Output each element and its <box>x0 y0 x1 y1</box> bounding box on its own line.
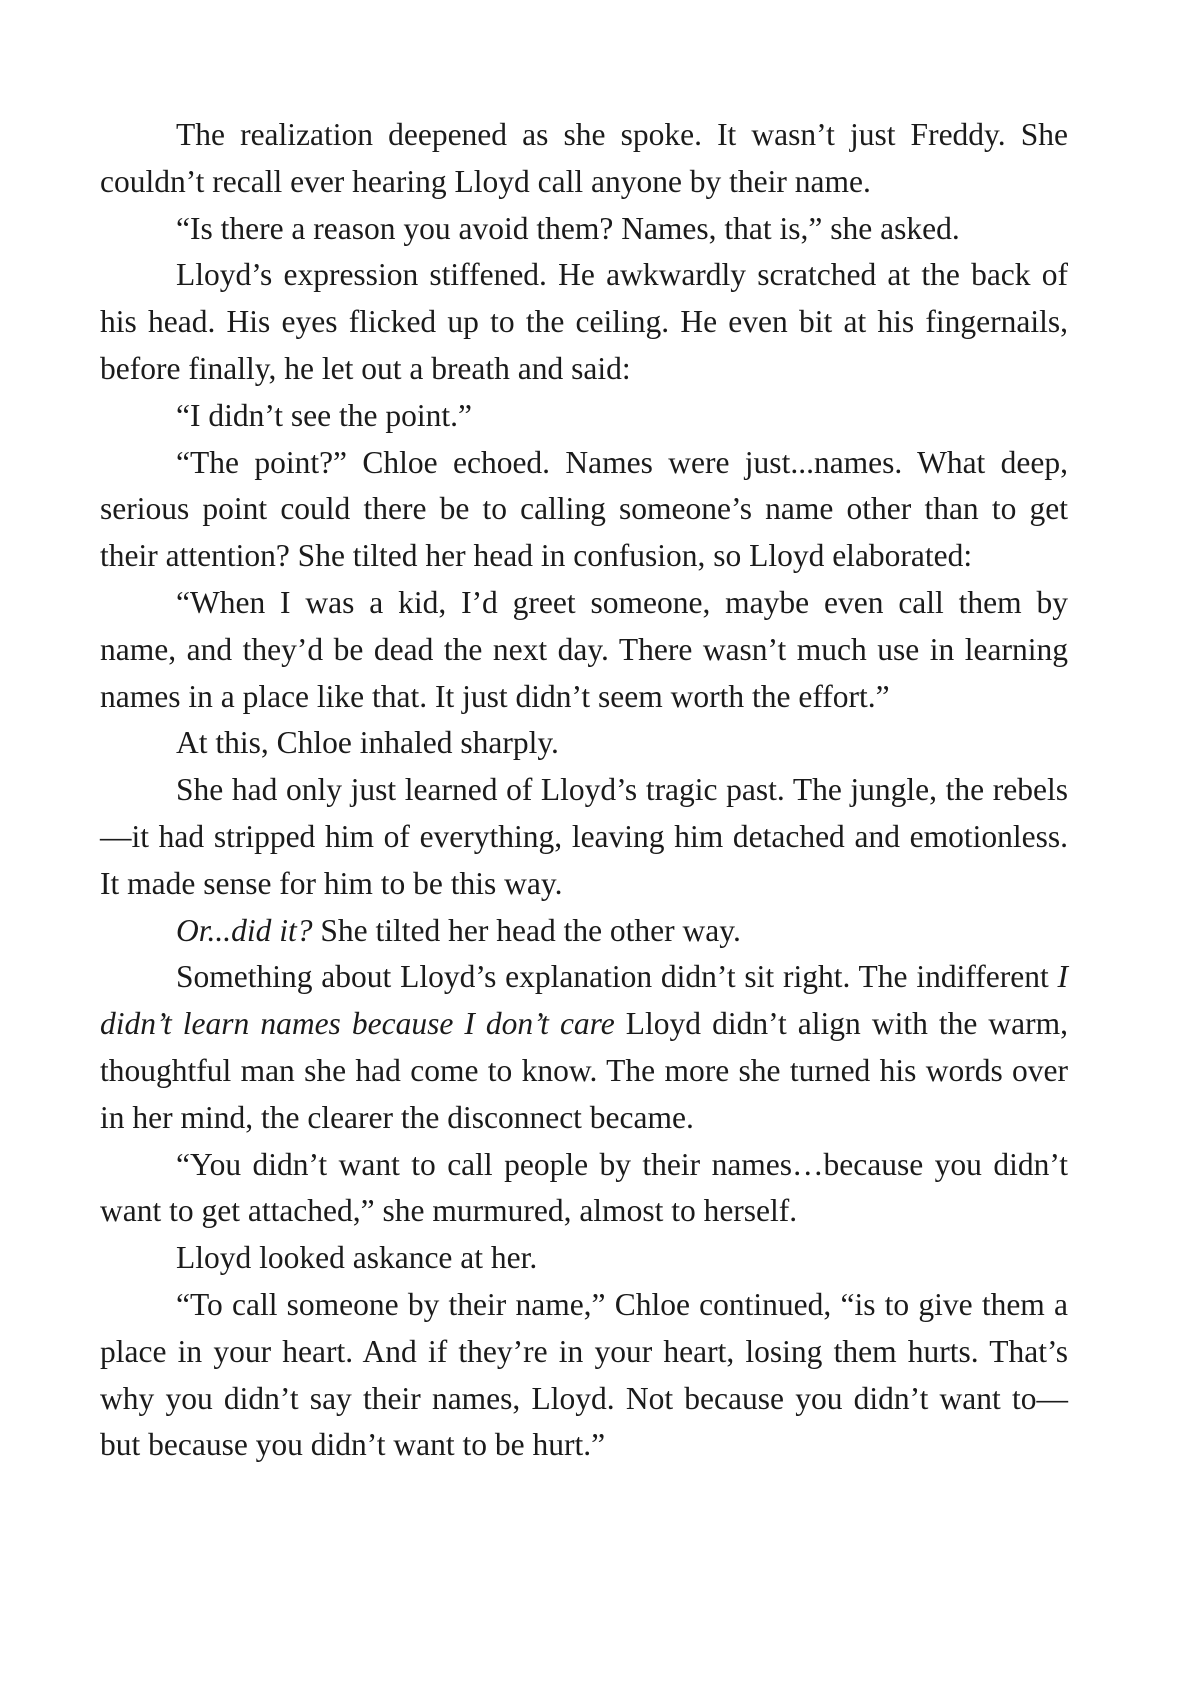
book-page <box>100 112 1068 1469</box>
paragraph: Something about Lloyd’s explanation didn’t sit right. The indifferent I didn’t learn names because I don’t care Lloyd didn’t align with the warm, thoughtful man she had come to know. The more she turned his words over in her mind, the clearer the disconnect became. <box>100 959 1068 1135</box>
paragraph: The realization deepened as she spoke. It wasn’t just Freddy. She couldn’t recall ever hearing Lloyd call anyone by their name. <box>100 117 1068 199</box>
paragraph: “The point?” Chloe echoed. Names were just...names. What deep, serious point could there be to calling someone’s name other than to get their attention? She tilted her head in confusion, so Lloyd elaborated: <box>100 444 1068 574</box>
paragraph: “You didn’t want to call people by their names…because you didn’t want to get attached,” she murmured, almost to herself. <box>100 1146 1068 1229</box>
paragraph: At this, Chloe inhaled sharply. <box>176 725 559 761</box>
paragraph: Or...did it? She tilted her head the other way. <box>176 912 741 948</box>
paragraph: Lloyd’s expression stiffened. He awkwardly scratched at the back of his head. His eyes flicked up to the ceiling. He even bit at his fingernails, before finally, he let out a breath and said: <box>100 257 1068 386</box>
paragraph: “To call someone by their name,” Chloe continued, “is to give them a place in your heart. And if they’re in your heart, losing them hurts. That’s why you didn’t say their names, Lloyd. Not because you didn’t want to—but because you didn’t want to be hurt.” <box>100 1286 1068 1463</box>
paragraph: She had only just learned of Lloyd’s tragic past. The jungle, the rebels—it had stripped him of everything, leaving him detached and emotionless. It made sense for him to be this way. <box>100 772 1068 901</box>
paragraph: “I didn’t see the point.” <box>176 397 472 433</box>
italic-phrase: I didn’t learn names because I don’t care <box>100 959 1068 1042</box>
paragraph: “Is there a reason you avoid them? Names, that is,” she asked. <box>176 210 960 246</box>
italic-thought: Or...did it? <box>176 912 313 948</box>
paragraph: Lloyd looked askance at her. <box>176 1240 538 1276</box>
paragraph: “When I was a kid, I’d greet someone, maybe even call them by name, and they’d be dead the next day. There wasn’t much use in learning names in a place like that. It just didn’t seem worth the effort.” <box>100 584 1068 714</box>
